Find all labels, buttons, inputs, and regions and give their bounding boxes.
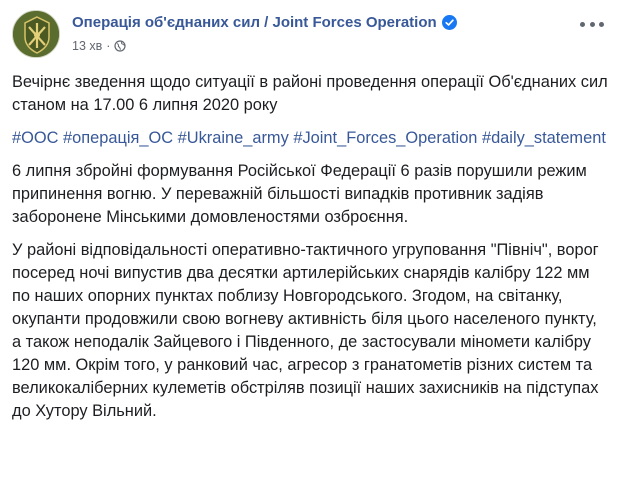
hashtag-link[interactable]: #Ukraine_army bbox=[177, 129, 289, 147]
hashtag-link[interactable]: #daily_statement bbox=[481, 129, 606, 147]
post-header bbox=[12, 10, 608, 62]
more-dot bbox=[599, 22, 604, 27]
post-title-paragraph: Вечірнє зведення щодо ситуації в районі проведення операції Об'єднаних сил станом на 17.00 6 липня 2020 року bbox=[12, 73, 608, 114]
page-name-line bbox=[72, 14, 457, 31]
post-paragraph-1: 6 липня збройні формування Російської Федерації 6 разів порушили режим припинення вогню. У переважній більшості випадків противник задіяв заборонене Мінськими домовленостями озброєння. bbox=[12, 162, 587, 226]
page-name-link[interactable]: Операція об'єднаних сил / Joint Forces Operation bbox=[72, 14, 437, 31]
hashtag-link[interactable]: #ООС bbox=[12, 129, 59, 147]
hashtags-paragraph bbox=[12, 127, 610, 150]
post-timestamp[interactable]: 13 хв bbox=[72, 39, 103, 53]
post-meta bbox=[72, 39, 126, 53]
more-dot bbox=[590, 22, 595, 27]
hashtag-link[interactable]: #Joint_Forces_Operation bbox=[293, 129, 478, 147]
joint-forces-emblem-icon bbox=[13, 11, 60, 58]
post-body bbox=[12, 71, 610, 433]
hashtag-link[interactable]: #операція_ОС bbox=[63, 129, 174, 147]
verified-badge-icon bbox=[442, 15, 457, 30]
meta-separator: · bbox=[106, 39, 111, 53]
post-paragraph-2: У районі відповідальності оперативно-тактичного угруповання "Північ", ворог посеред ночі випустив два десятки артилерійських снарядів калібру 122 мм по наших опорних пунктах поблизу Новгородського. Згодом, на світанку, окупанти продовжили свою вогневу активність біля цього населеного пункту, а також неподалік Зайцевого і Південного, де застосували міномети калібру 120 мм. Окрім того, у ранковий час, агресор з гранатометів різних систем та великокаліберних кулеметів обстріляв позиції наших захисників на підступах до Хутору Вільний. bbox=[12, 241, 599, 420]
page-avatar[interactable] bbox=[12, 10, 60, 58]
more-dot bbox=[580, 22, 585, 27]
more-options-icon[interactable] bbox=[580, 16, 604, 32]
globe-icon[interactable] bbox=[114, 40, 126, 52]
